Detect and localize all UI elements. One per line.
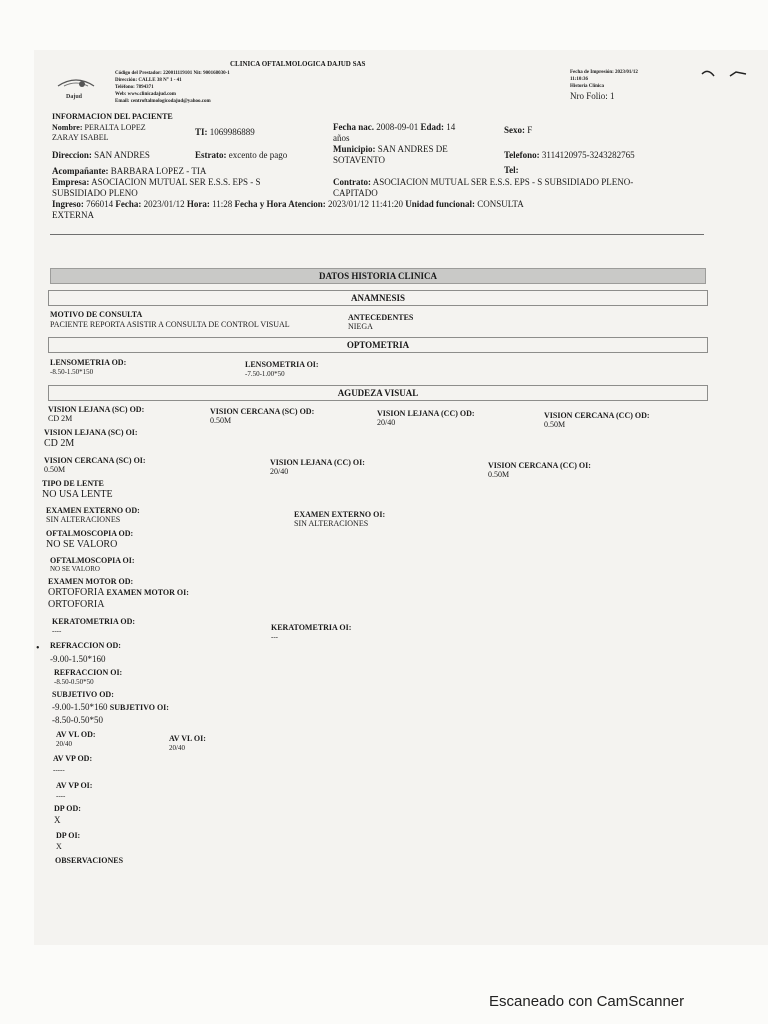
direccion-value: SAN ANDRES: [94, 150, 150, 160]
antecedentes-value: NIEGA: [348, 322, 373, 331]
estrato-value: excento de pago: [228, 150, 288, 160]
prestador-line: Código del Prestador: 220011119101 Nit: 900168030-1: [115, 71, 230, 76]
ext-od-value: SIN ALTERACIONES: [46, 515, 121, 524]
direccion-line: Dirección: CALLE 38 N° 1 - 41: [115, 78, 182, 83]
fecha-value: 2023/01/12: [143, 199, 185, 209]
oft-oi-label: OFTALMOSCOPIA OI:: [50, 556, 135, 565]
sexo-label: Sexo:: [504, 125, 525, 135]
vc-cc-od-label: VISION CERCANA (CC) OD:: [544, 411, 650, 420]
hora-value: 11:28: [212, 199, 233, 209]
municipio-value-2: SOTAVENTO: [333, 155, 385, 165]
dp-oi-label: DP OI:: [56, 831, 81, 840]
motivo-value: PACIENTE REPORTA ASISTIR A CONSULTA DE CONTROL VISUAL: [50, 320, 290, 329]
avvp-od-value: -----: [53, 766, 65, 774]
historia-label: Historia Clínica: [570, 84, 605, 89]
nombre-value-2: ZARAY ISABEL: [52, 133, 109, 142]
telefono-label: Telefono:: [504, 150, 540, 160]
hora-label: Hora:: [186, 199, 210, 209]
avvl-oi-value: 20/40: [169, 744, 185, 752]
lenso-oi-value: -7.50-1.00*50: [245, 370, 285, 378]
refr-oi-value: -8.50-0.50*50: [54, 678, 94, 686]
subj-oi-label: SUBJETIVO OI:: [109, 703, 169, 712]
fecha-label: Fecha:: [115, 199, 142, 209]
nombre-value: PERALTA LOPEZ: [84, 123, 146, 132]
ingreso-value: 766014: [86, 199, 114, 209]
avvl-od-value: 20/40: [56, 740, 72, 748]
patient-section-title: INFORMACION DEL PACIENTE: [52, 112, 173, 121]
tipo-lente-value: NO USA LENTE: [42, 489, 113, 500]
acompanante-label: Acompañante:: [52, 166, 109, 176]
email-line: Email: centroftalmologicodajud@yahoo.com: [115, 99, 211, 104]
hora-impresion: 11:10:36: [570, 77, 589, 82]
agudeza-visual-bar: AGUDEZA VISUAL: [48, 385, 708, 401]
unidad-value: CONSULTA: [477, 199, 524, 209]
kerato-oi-value: ---: [271, 633, 278, 641]
camscanner-watermark: Escaneado con CamScanner: [489, 993, 685, 1010]
logo-text: Dajud: [66, 94, 83, 100]
observaciones-label: OBSERVACIONES: [55, 856, 124, 865]
vc-sc-od-label: VISION CERCANA (SC) OD:: [210, 407, 315, 416]
avvp-od-label: AV VP OD:: [53, 754, 93, 763]
edad-value: 14: [446, 122, 456, 132]
avvp-oi-value: ----: [56, 792, 66, 800]
telefono-value: 3114120975-3243282765: [541, 150, 635, 160]
contrato-label: Contrato:: [333, 177, 371, 187]
oft-oi-value: NO SE VALORO: [50, 565, 100, 573]
contrato-value-2: CAPITADO: [333, 188, 378, 198]
refr-od-label: REFRACCION OD:: [50, 641, 121, 650]
handwritten-mark-icon: [700, 66, 750, 82]
atencion-value: 2023/01/12 11:41:20: [328, 199, 403, 209]
vc-cc-oi-value: 0.50M: [488, 470, 510, 479]
dp-oi-value: X: [56, 842, 62, 851]
empresa-value-2: SUBSIDIADO PLENO: [52, 188, 138, 198]
acompanante-value: BARBARA LOPEZ - TIA: [110, 166, 207, 176]
motor-od-label: EXAMEN MOTOR OD:: [48, 577, 134, 586]
vc-cc-oi-label: VISION CERCANA (CC) OI:: [488, 461, 591, 470]
vl-sc-od-label: VISION LEJANA (SC) OD:: [48, 405, 145, 414]
lenso-od-value: -8.50-1.50*150: [50, 368, 94, 376]
contrato-value: ASOCIACION MUTUAL SER E.S.S. EPS - S SUBSIDIADO PLENO-: [372, 177, 634, 187]
oft-od-label: OFTALMOSCOPIA OD:: [46, 529, 134, 538]
vl-sc-oi-label: VISION LEJANA (SC) OI:: [44, 428, 138, 437]
atencion-label: Fecha y Hora Atencion:: [234, 199, 326, 209]
telefono-line: Teléfono: 7894371: [115, 85, 154, 90]
vc-cc-od-value: 0.50M: [544, 420, 566, 429]
dp-od-label: DP OD:: [54, 804, 81, 813]
anamnesis-bar: ANAMNESIS: [48, 290, 708, 306]
bullet-dot: •: [36, 643, 40, 654]
municipio-label: Municipio:: [333, 144, 376, 154]
clinic-name: CLINICA OFTALMOLOGICA DAJUD SAS: [230, 60, 366, 68]
ext-oi-label: EXAMEN EXTERNO OI:: [294, 510, 386, 519]
refr-od-value: -9.00-1.50*160: [50, 654, 106, 664]
nombre-label: Nombre:: [52, 123, 83, 132]
direccion-label: Direccion:: [52, 150, 92, 160]
refr-oi-label: REFRACCION OI:: [54, 668, 123, 677]
web-line: Web: www.clinicadajud.com: [115, 92, 176, 97]
vl-sc-oi-value: CD 2M: [44, 438, 75, 449]
vc-sc-od-value: 0.50M: [210, 416, 232, 425]
vl-sc-od-value: CD 2M: [48, 414, 73, 423]
ti-label: TI:: [195, 127, 208, 137]
vl-cc-od-value: 20/40: [377, 418, 396, 427]
edad-unit: años: [333, 133, 350, 143]
avvl-od-label: AV VL OD:: [56, 730, 96, 739]
tipo-lente-label: TIPO DE LENTE: [42, 479, 104, 488]
subj-od-label: SUBJETIVO OD:: [52, 690, 114, 699]
ext-od-label: EXAMEN EXTERNO OD:: [46, 506, 140, 515]
vl-cc-oi-label: VISION LEJANA (CC) OI:: [270, 458, 365, 467]
motor-od-value: ORTOFORIA: [48, 587, 104, 598]
subj-od-value: -9.00-1.50*160: [52, 702, 108, 712]
dp-od-value: X: [54, 815, 61, 825]
unidad-value-2: EXTERNA: [52, 210, 94, 220]
tel-label: Tel:: [504, 165, 519, 175]
datos-historia-bar: DATOS HISTORIA CLINICA: [50, 268, 706, 284]
vl-cc-oi-value: 20/40: [270, 467, 289, 476]
vc-sc-oi-value: 0.50M: [44, 465, 66, 474]
kerato-od-label: KERATOMETRIA OD:: [52, 617, 136, 626]
sexo-value: F: [527, 125, 533, 135]
optometria-bar: OPTOMETRIA: [48, 337, 708, 353]
oft-od-value: NO SE VALORO: [46, 539, 118, 550]
vc-sc-oi-label: VISION CERCANA (SC) OI:: [44, 456, 146, 465]
motivo-label: MOTIVO DE CONSULTA: [50, 310, 143, 319]
lenso-od-label: LENSOMETRIA OD:: [50, 358, 127, 367]
municipio-value: SAN ANDRES DE: [377, 144, 448, 154]
ext-oi-value: SIN ALTERACIONES: [294, 519, 369, 528]
ingreso-label: Ingreso:: [52, 199, 84, 209]
avvl-oi-label: AV VL OI:: [169, 734, 206, 743]
motor-oi-value: ORTOFORIA: [48, 599, 105, 610]
eye-logo-icon: [56, 74, 96, 100]
antecedentes-label: ANTECEDENTES: [348, 313, 414, 322]
fecha-impresion: Fecha de Impresión: 2023/01/12: [570, 70, 638, 75]
ti-value: 1069986889: [209, 127, 255, 137]
estrato-label: Estrato:: [195, 150, 227, 160]
empresa-label: Empresa:: [52, 177, 90, 187]
clinic-logo: [56, 74, 96, 100]
avvp-oi-label: AV VP OI:: [56, 781, 93, 790]
kerato-od-value: ----: [52, 627, 62, 635]
fecha-nac-label: Fecha nac.: [333, 122, 374, 132]
lenso-oi-label: LENSOMETRIA OI:: [245, 360, 319, 369]
vl-cc-od-label: VISION LEJANA (CC) OD:: [377, 409, 475, 418]
empresa-value: ASOCIACION MUTUAL SER E.S.S. EPS - S: [91, 177, 261, 187]
motor-oi-label: EXAMEN MOTOR OI:: [106, 588, 189, 597]
edad-label: Edad:: [420, 122, 445, 132]
subj-oi-value: -8.50-0.50*50: [52, 715, 103, 725]
kerato-oi-label: KERATOMETRIA OI:: [271, 623, 352, 632]
fecha-nac-value: 2008-09-01: [376, 122, 419, 132]
unidad-label: Unidad funcional:: [405, 199, 475, 209]
folio-number: Nro Folio: 1: [570, 91, 615, 101]
header-divider: [50, 234, 704, 235]
